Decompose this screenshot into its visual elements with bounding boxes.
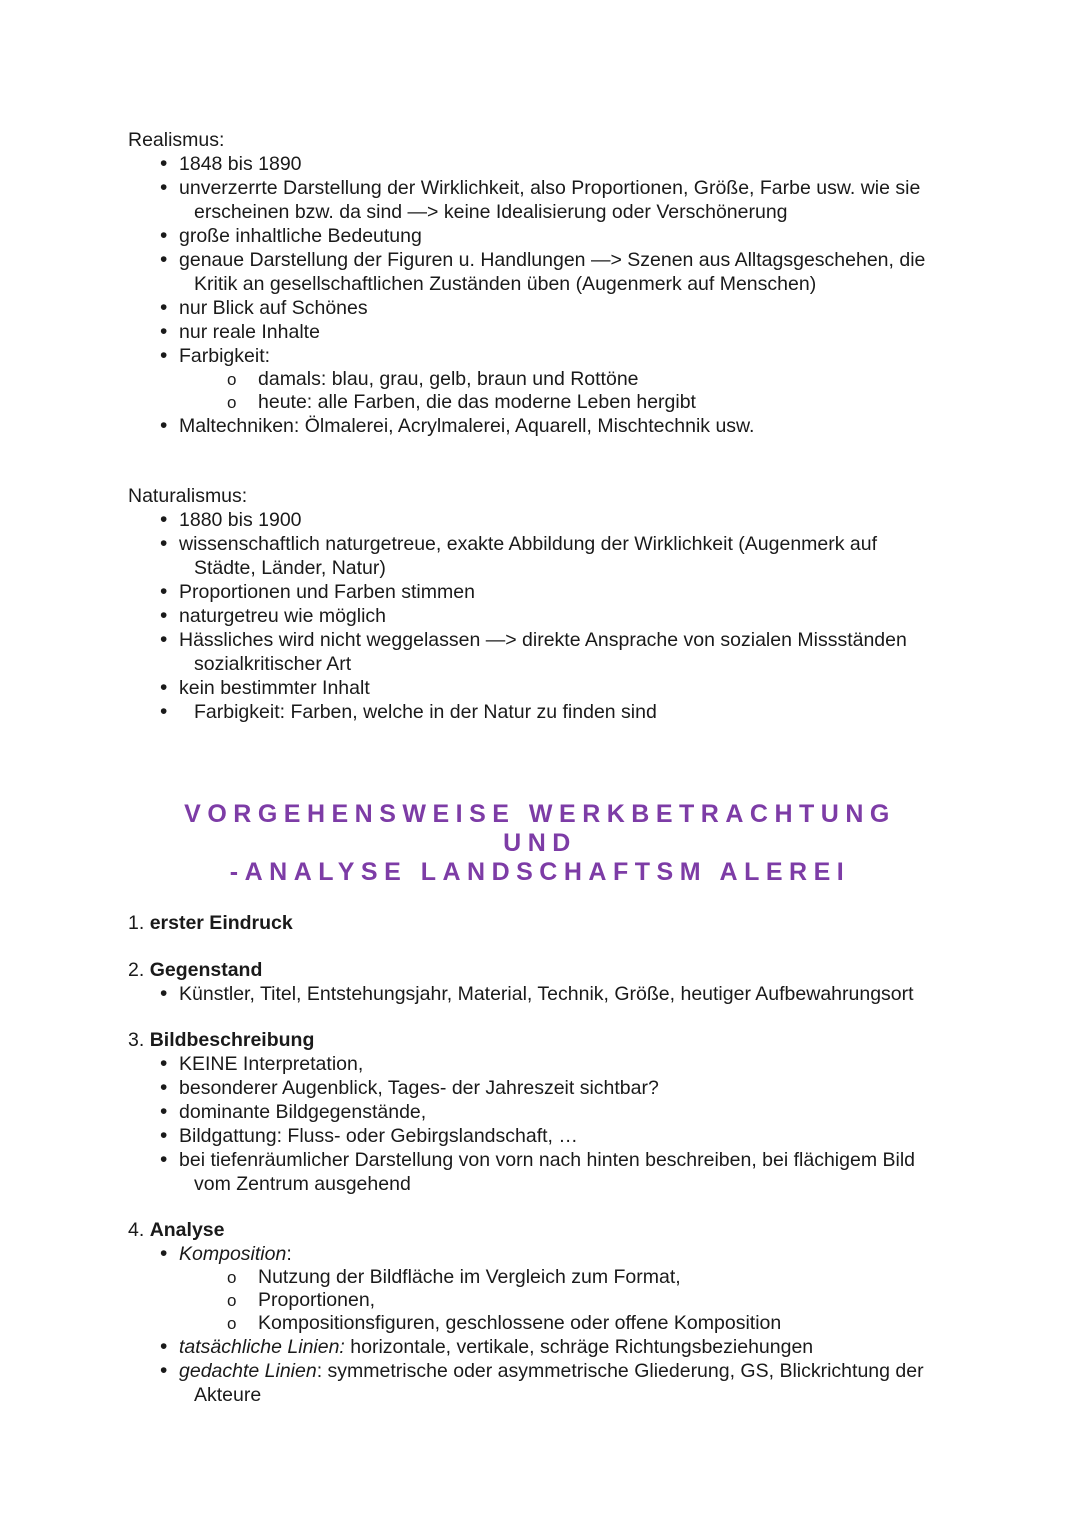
sub-item: o Proportionen, [128,1289,958,1312]
step-2 [128,958,958,1006]
naturalismus-list [128,508,958,724]
step-4-list [128,1242,958,1266]
list-item: • kein bestimmter Inhalt [128,676,958,700]
list-item: • Hässliches wird nicht weggelassen —> direkte Ansprache von sozialen Missständen sozialkritischer Art [128,628,958,676]
list-item: • besonderer Augenblick, Tages- der Jahreszeit sichtbar? [128,1076,958,1100]
list-item: • naturgetreu wie möglich [128,604,958,628]
step-title: 3. Bildbeschreibung [128,1029,315,1051]
realismus-list-cont [128,414,958,438]
step-4 [128,1218,958,1407]
list-item: • 1880 bis 1900 [128,508,958,532]
list-item: • Farbigkeit: [128,344,958,368]
step-3 [128,1028,958,1196]
realismus-section [128,128,958,438]
list-item: • Farbigkeit: Farben, welche in der Natur zu finden sind [128,700,958,724]
list-item: • große inhaltliche Bedeutung [128,224,958,248]
step-title: 2. Gegenstand [128,959,263,981]
list-item: • nur Blick auf Schönes [128,296,958,320]
list-item: • Komposition: [128,1242,958,1266]
sub-item: o heute: alle Farben, die das moderne Leben hergibt [128,391,958,414]
list-item: • 1848 bis 1890 [128,152,958,176]
heading-line-2: UND [503,829,577,857]
list-item: • unverzerrte Darstellung der Wirklichkeit, also Proportionen, Größe, Farbe usw. wie sie erscheinen bzw. da sind —> keine Idealisierung oder Verschönerung [128,176,958,224]
step-4-list-cont [128,1335,958,1407]
naturalismus-title: Naturalismus: [128,485,248,507]
step-3-list [128,1052,958,1196]
list-item: • Proportionen und Farben stimmen [128,580,958,604]
heading-line-3: -ANALYSE LANDSCHAFTSM ALEREI [229,858,851,886]
list-item: • KEINE Interpretation, [128,1052,958,1076]
step-title: 4. Analyse [128,1219,225,1241]
list-item: • wissenschaftlich naturgetreue, exakte Abbildung der Wirklichkeit (Augenmerk auf Städte, Länder, Natur) [128,532,958,580]
section-heading [150,800,930,887]
list-item: • gedachte Linien: symmetrische oder asymmetrische Gliederung, GS, Blickrichtung der Akteure [128,1359,958,1407]
list-item: • Maltechniken: Ölmalerei, Acrylmalerei, Aquarell, Mischtechnik usw. [128,414,958,438]
sub-item: o damals: blau, grau, gelb, braun und Rottöne [128,368,958,391]
step-title: 1. erster Eindruck [128,912,293,934]
realismus-title: Realismus: [128,129,225,151]
list-item: • Künstler, Titel, Entstehungsjahr, Material, Technik, Größe, heutiger Aufbewahrungsort [128,982,958,1006]
list-item: • genaue Darstellung der Figuren u. Handlungen —> Szenen aus Alltagsgeschehen, die Kritik an gesellschaftlichen Zuständen üben (Augenmerk auf Menschen) [128,248,958,296]
list-item: • nur reale Inhalte [128,320,958,344]
komposition-sublist [128,1266,958,1335]
list-item: • tatsächliche Linien: horizontale, vertikale, schräge Richtungsbeziehungen [128,1335,958,1359]
heading-line-1: VORGEHENSWEISE WERKBETRACHTUNG [184,800,896,828]
step-2-list [128,982,958,1006]
naturalismus-section [128,484,958,724]
list-item: • bei tiefenräumlicher Darstellung von vorn nach hinten beschreiben, bei flächigem Bild vom Zentrum ausgehend [128,1148,958,1196]
step-1 [128,911,958,935]
realismus-list [128,152,958,368]
list-item: • dominante Bildgegenstände, [128,1100,958,1124]
sub-item: o Nutzung der Bildfläche im Vergleich zum Format, [128,1266,958,1289]
farbigkeit-sublist [128,368,958,414]
list-item: • Bildgattung: Fluss- oder Gebirgslandschaft, … [128,1124,958,1148]
sub-item: o Kompositionsfiguren, geschlossene oder offene Komposition [128,1312,958,1335]
